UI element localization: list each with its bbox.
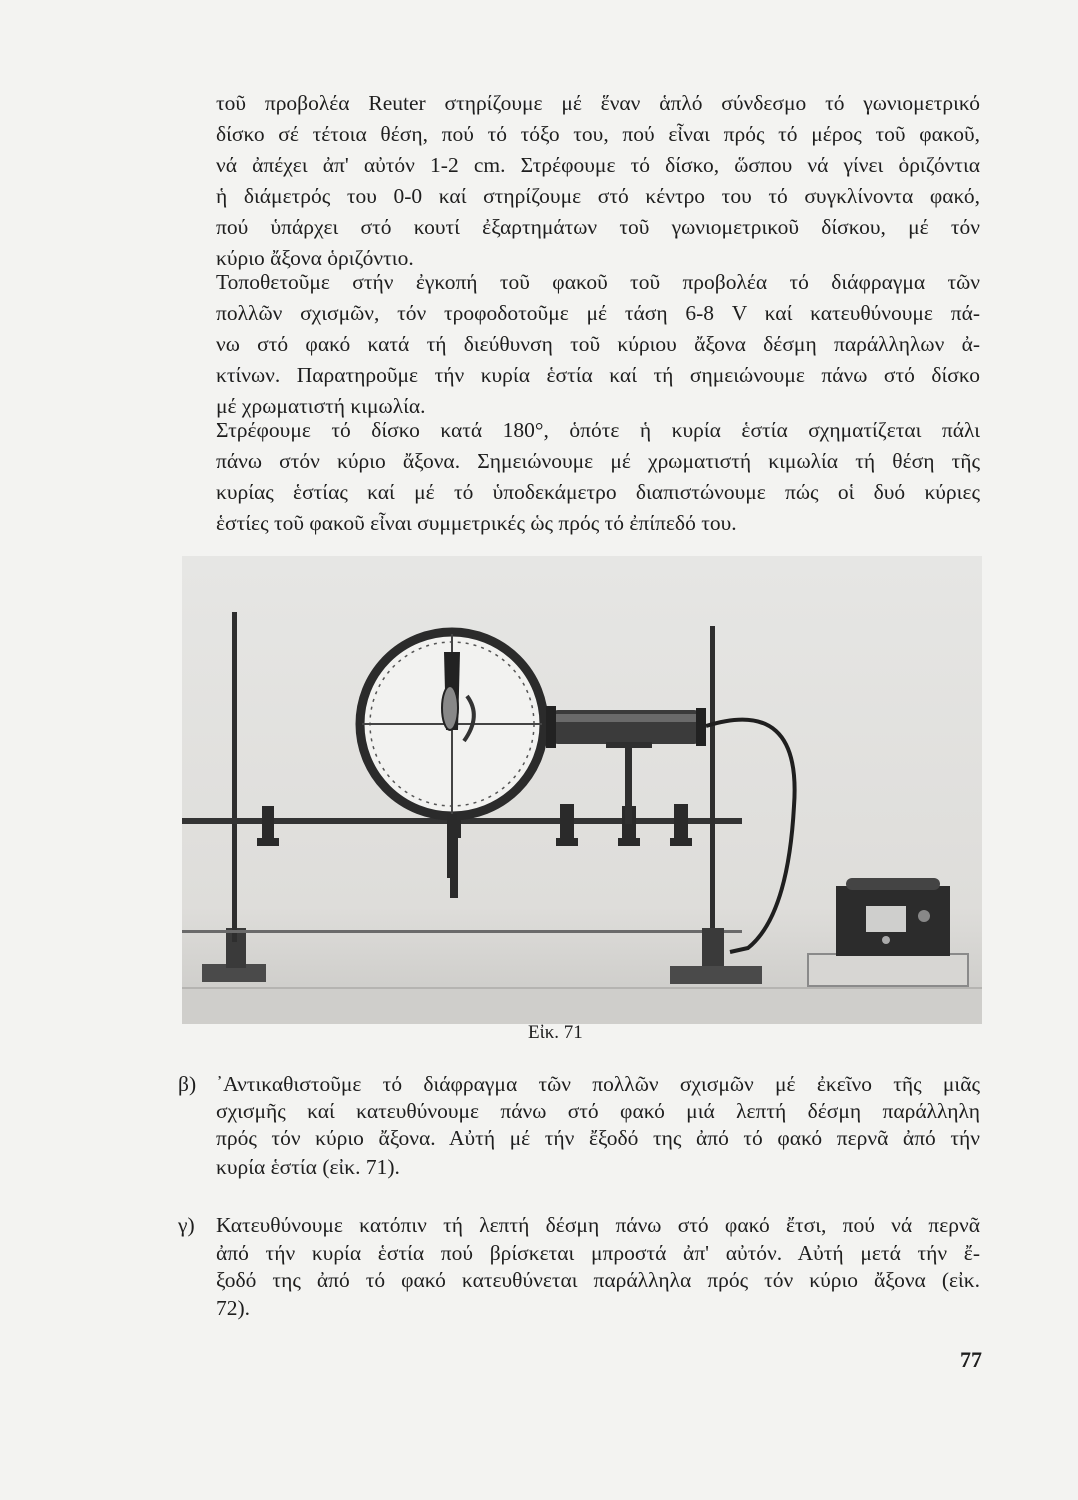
text-line: πολλῶν σχισμῶν, τόν τροφοδοτοῦμε μέ τάση 6-8 V καί κατευθύνουμε πά- <box>216 301 980 325</box>
text-line: Τοποθετοῦμε στήν ἐγκοπή τοῦ φακοῦ τοῦ προβολέα τό διάφραγμα τῶν <box>216 270 980 294</box>
text-line: Στρέφουμε τό δίσκο κατά 180°, ὁπότε ἡ κυρία ἑστία σχηματίζεται πάλι <box>216 418 980 442</box>
text-line: σχισμῆς καί κατευθύνουμε πάνω στό φακό μιά λεπτή δέσμη παράλληλη <box>216 1099 980 1123</box>
text-line: δίσκο σέ τέτοια θέση, πού τό τόξο του, πού εἶναι πρός τό μέρος τοῦ φακοῦ, <box>216 122 980 146</box>
text-line: μέ χρωματιστή κιμωλία. <box>216 394 426 418</box>
text-line: πρός τόν κύριο ἄξονα. Αὐτή μέ τήν ἔξοδό της ἀπό τό φακό περνᾶ ἀπό τήν <box>216 1126 980 1150</box>
text-line: ἀπό τήν κυρία ἑστία πού βρίσκεται μπροστά ἀπ' αὐτόν. Αὐτή μετά τήν ἔ- <box>216 1241 980 1265</box>
text-line: πάνω στόν κύριο ἄξονα. Σημειώνουμε μέ χρωματιστή κιμωλία τή θέση τῆς <box>216 449 980 473</box>
lower-rod <box>182 930 742 933</box>
table-surface <box>182 988 982 1024</box>
text-line: ἑστίες τοῦ φακοῦ εἶναι συμμετρικές ὡς πρός τό ἐπίπεδό του. <box>216 511 737 535</box>
figure-caption: Εἰκ. 71 <box>528 1022 583 1043</box>
text-line: ξοδό της ἀπό τό φακό κατευθύνεται παράλληλα πρός τόν κύριο ἄξονα (εἰκ. <box>216 1268 980 1292</box>
text-line: Κατευθύνουμε κατόπιν τή λεπτή δέσμη πάνω στό φακό ἔτσι, πού νά περνᾶ <box>216 1213 980 1237</box>
figure-71-photo <box>182 556 982 1024</box>
text-line: τοῦ προβολέα Reuter στηρίζουμε μέ ἕναν ἁπλό σύνδεσμο τό γωνιομετρικό <box>216 91 980 115</box>
text-line: κυρία ἑστία (εἰκ. 71). <box>216 1155 400 1179</box>
page-number: 77 <box>960 1347 982 1372</box>
text-line: πού ὑπάρχει στό κουτί ἐξαρτημάτων τοῦ γωνιομετρικοῦ δίσκου, μέ τόν <box>216 215 980 239</box>
text-line: 72). <box>216 1296 251 1320</box>
text-line: κτίνων. Παρατηροῦμε τήν κυρία ἑστία καί τή σημειώνουμε πάνω στό δίσκο <box>216 363 980 387</box>
text-line: νά ἀπέχει ἀπ' αὐτόν 1-2 cm. Στρέφουμε τό δίσκο, ὥσπου νά γίνει ὁριζόντια <box>216 153 980 177</box>
item-label: γ) <box>178 1213 195 1237</box>
text-line: ἡ διάμετρός του 0-0 καί στηρίζουμε στό κέντρο του τό συγκλίνοντα φακό, <box>216 184 980 208</box>
text-line: ᾽Αντικαθιστοῦμε τό διάφραγμα τῶν πολλῶν σχισμῶν μέ ἐκεῖνο τῆς μιᾶς <box>216 1072 980 1096</box>
text-line: κύριο ἄξονα ὁριζόντιο. <box>216 246 414 270</box>
item-label: β) <box>178 1072 197 1096</box>
text-line: κυρίας ἑστίας καί μέ τό ὑποδεκάμετρο διαπιστώνουμε πώς οἱ δυό κύριες <box>216 480 980 504</box>
text-line: νω στό φακό κατά τή διεύθυνση τοῦ κύριου ἄξονα δέσμη παράλληλων ἀ- <box>216 332 980 356</box>
